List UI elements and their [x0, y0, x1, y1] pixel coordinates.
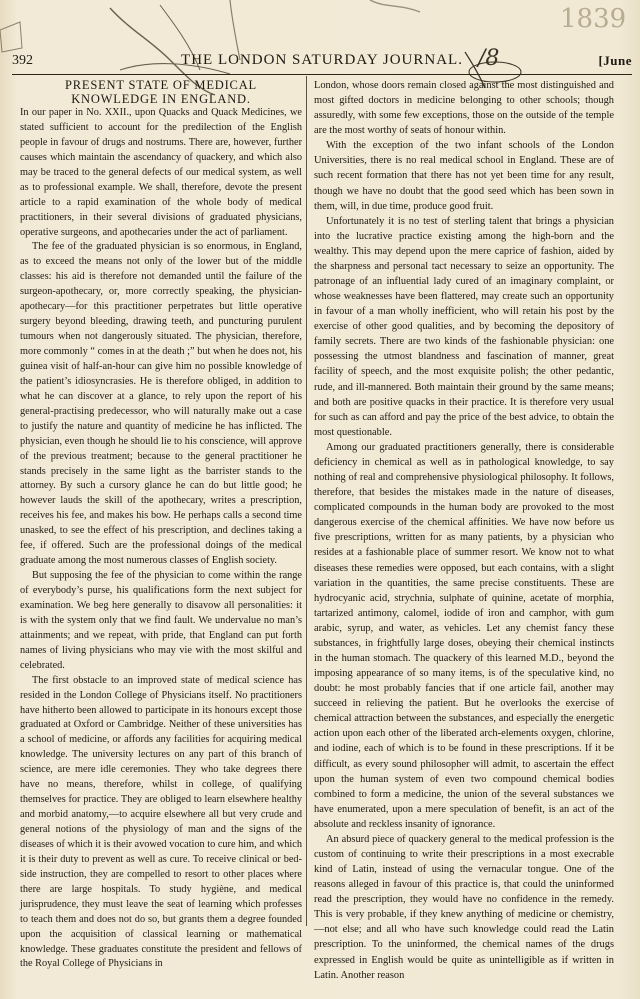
- article-heading: PRESENT STATE OF MEDICAL KNOWLEDGE IN ENGLAND.: [65, 78, 257, 106]
- running-header: [12, 50, 632, 72]
- left-column: [20, 78, 302, 972]
- paragraph: Unfortunately it is no test of sterling talent that brings a physician into the lucrative practice existing among the high-born and the wealthy. This may depend upon the mere caprice of fashion, aided by the sharpness and personal tact necessary to seize an opportunity. The patronage of an influential lady cured of an imaginary complaint, or whose weaknesses have been flattered, may create such an opportunity in favour of a man wholly inefficient, who will retain his post by the exercise of other good qualities, and by becoming the depository of family secrets. There are two kinds of the fashionable physician: one possessing the utmost blandness and fascination of manner, great facility of speech, and the most exquisite polish; the other pedantic, rude, and ill-mannered. Both maintain their ground by the same means; and both are positive quacks in their practice. It is therefore very usual for such as can afford and pay the price of the best advice, to obtain the most questionable.: [314, 215, 614, 438]
- paragraph: Among our graduated practitioners generally, there is considerable deficiency in chemical as well as in pathological knowledge, to say nothing of real and comprehensive physiological philosophy. It follows, therefore, that besides the mistakes made in the nature of diseases, complicated compounds in the human body are provoked to the most dangerous exercise of the chemical affinities. We have now before us five prescriptions, written for as many patients, by a physician who resides at a fashionable place of summer resort. We know not to what diseases these remedies were opposed, but each contains, with a slight variation in the quantities, the same precise constituents. These are hydrocyanic acid, strychnia, sulphate of quinine, acetate of morphia, tartarized antimony, calomel, iodide of iron and camphor, with gum arabic, syrup, and water, as vehicles. Let any chemist fancy these substances, in frightfully large doses, obeying their chemical instincts in the human stomach. The quackery of this learned M.D., beyond the imposing appearance of so many items, is of the speculative kind, no doubt: he most probably fancies that if one article fail, another may succeed in relieving the patient. But he overlooks the exercise of chemical attraction between the substances, and especially the energetic action upon each other of the liberated arch-elements oxygen, chlorine, and iodine, each of which is to be found in these prescriptions. If it be difficult, as every sound philosopher will admit, to ascertain the effect upon the human system of even two compound chemical bodies combined to form a medicine, the union of the several substances we have enumerated, upon a mere speculation of benefit, is an act of the absolute and reckless insanity of ignorance.: [314, 441, 614, 830]
- paragraph: In our paper in No. XXII., upon Quacks and Quack Medicines, we stated sufficient to account for the predilection of the English people in favour of drugs and nostrums. There are, however, further causes which maintain the ascendancy of quackery, and which also may be traced to the general defects of our medical system, as well as to professional example. We shall, therefore, devote the present article to a rapid examination of the whole body of medical practitioners, in their several divisions of graduated physicians, operative surgeons, and apothecaries under the act of parliament.: [20, 107, 302, 238]
- paragraph: London, whose doors remain closed against the most distinguished and most gifted doctors in medicine belonging to other schools; though assuredly, with some few exceptions, those on the outside of the temple are the most worthy of seats of honour within.: [314, 80, 614, 137]
- header-rule: [12, 74, 632, 75]
- running-month: [June: [598, 53, 632, 68]
- paragraph: But supposing the fee of the physician to come within the range of everybody’s purse, his qualifications form the next subject for examination. We beg here generally to disavow all personalities: it is with the system only that we find fault. We undervalue no man’s attainments; and we repeat, with pride, that England can put forth names of living physicians who may vie with the most skilful and celebrated.: [20, 570, 302, 671]
- right-column: [314, 78, 614, 983]
- paragraph: With the exception of the two infant schools of the London Universities, there is no real medical school in England. These are of such recent formation that there has not yet been time for any result, though we have no doubt that the good seed which has been sown in them, will, in due time, produce good fruit.: [314, 140, 614, 212]
- running-title: THE LONDON SATURDAY JOURNAL.: [181, 52, 463, 68]
- column-divider: [306, 76, 307, 926]
- handwritten-mark: /8: [478, 46, 500, 71]
- paragraph: The first obstacle to an improved state of medical science has resided in the London College of Physicians itself. No practitioners have hitherto been allowed to participate in its honours except those graduated at Oxford or Cambridge. Neither of these universities has a school of medicine, or affords any facilities for acquiring medical knowledge. The university lectures on any part of this branch of science, are mere idle ceremonies. They who take degrees there have no means, therefore, whilst in college, of qualifying themselves for practice. They are obliged to learn elsewhere healthy and morbid anatomy,—to acquire elsewhere all but very crude and general notions of the physiology of man and the signs of the diseases of which it is their avowed vocation to cure him, and which it is their duty to prevent as well as cure. To receive clinical or bed-side instruction, they are compelled to resort to other places where there are large hospitals. To study hygiène, and medical jurisprudence, they must leave the seat of learning which professes to teach them and does not do so, but grants them a degree founded upon the acquisition of classical learning or mathematical knowledge. These graduates constitute the president and fellows of the Royal College of Physicians in: [20, 674, 302, 970]
- handwritten-year: 1839: [560, 4, 627, 34]
- paragraph: An absurd piece of quackery general to the medical profession is the custom of continuing to write their prescriptions in a most execrable kind of Latin, instead of using the vernacular tongue. One of the reasons alleged in favour of this practice is, that could the uninformed read the prescription, they would have no confidence in the remedy. This is very probable, if they knew anything of medicine or chemistry,—not else; and all who have such knowledge could read the Latin prescription. To the uninformed, the chemical names of the drugs expressed in English would be quite as unintelligible as if written in Latin. Another reason: [314, 833, 614, 981]
- page-number: 392: [12, 53, 33, 68]
- paragraph: The fee of the graduated physician is so enormous, in England, as to exceed the means not only of the lower but of the middle classes: his aid is therefore not demanded until the failure of the surgeon-apothecary, or, more correctly speaking, the physician-apothecary—for this practitioner perpetrates but little operative surgery beyond bleeding, drawing teeth, and puncturing purulent tumours when not dangerously situated. The physician, therefore, more commonly “ comes in at the death ;” but when he does not, his guinea visit of half-an-hour can give him no possible knowledge of the patient’s idiosyncrasies. He is therefore obliged, in addition to what he can discover at a glance, to rely upon the report of his general-practising predecessor, who will naturally make out a case to justify the nature and quantity of medicine he has inflicted. The physician, even though he should lie to his conscience, will approve of the previous treatment; because to the general practitioner he stands precisely in the same light as the barrister stands to the attorney. By such a cursory glance he can do but little good; he however lauds the skill of the apothecary, writes a prescription, receives his fee, and makes his bow. He perhaps calls a second time unasked, to see the effect of his prescription, and declines taking a fee, if offered. Such are the professional doings of the medical graduate among the most numerous classes of English society.: [20, 241, 302, 567]
